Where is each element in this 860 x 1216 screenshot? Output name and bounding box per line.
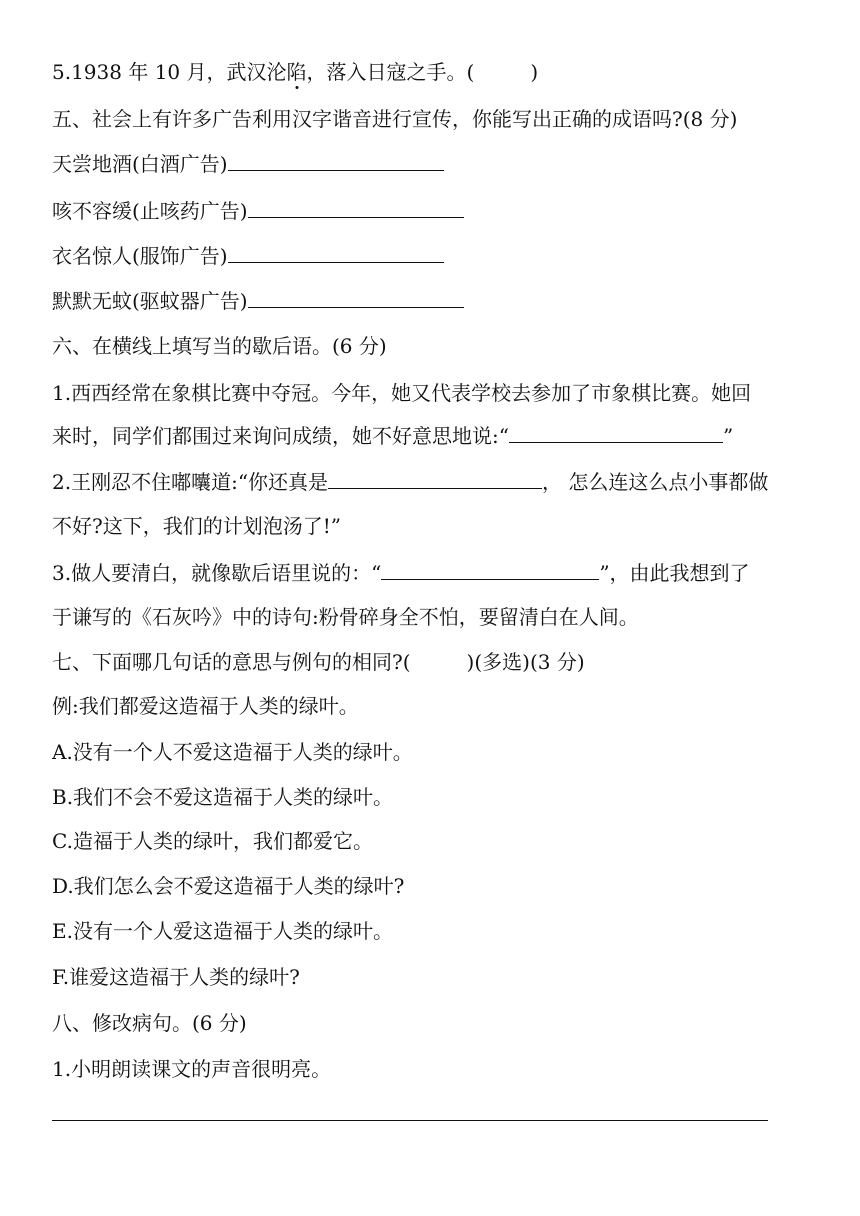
section-6-heading: 六、在横线上填写当的歇后语。(6 分): [52, 334, 387, 358]
answer-line[interactable]: [52, 1120, 768, 1121]
question-6-3-line-2: 于谦写的《石灰吟》中的诗句:粉骨碎身全不怕，要留清白在人间。: [52, 605, 639, 629]
answer-blank[interactable]: [248, 197, 464, 218]
idiom-item: [52, 242, 444, 270]
idiom-label: 默默无蚊(驱蚊器广告): [52, 289, 248, 313]
option-d: D.我们怎么会不爱这造福于人类的绿叶?: [52, 874, 405, 898]
question-5-item-5: [52, 58, 538, 86]
question-text: 3.做人要清白，就像歇后语里说的：“: [52, 561, 382, 585]
answer-blank[interactable]: [248, 287, 464, 308]
question-text: ，落入日寇之手。(: [306, 60, 475, 84]
question-text: ): [530, 60, 539, 84]
answer-blank[interactable]: [509, 422, 723, 443]
question-text: ”，由此我想到了: [599, 561, 750, 585]
idiom-label: 天尝地酒(白酒广告): [52, 152, 228, 176]
question-6-2-line-2: 不好?这下，我们的计划泡汤了!”: [52, 514, 341, 538]
idiom-label: 衣名惊人(服饰广告): [52, 244, 228, 268]
question-6-1-line-2: [52, 422, 733, 450]
heading-text: 七、下面哪几句话的意思与例句的相同?(: [52, 650, 411, 674]
idiom-item: [52, 150, 444, 178]
question-text: 5.1938 年 10 月，武汉沦: [52, 60, 287, 84]
option-a: A.没有一个人不爱这造福于人类的绿叶。: [52, 740, 413, 764]
answer-blank[interactable]: [328, 468, 542, 489]
section-7-heading: [52, 648, 585, 676]
answer-blank[interactable]: [228, 242, 444, 263]
question-text: 2.王刚忍不住嘟囔道:“你还真是: [52, 470, 329, 494]
answer-blank[interactable]: [381, 559, 599, 580]
answer-blank[interactable]: [228, 150, 444, 171]
example-sentence: 例:我们都爱这造福于人类的绿叶。: [52, 694, 359, 718]
idiom-item: [52, 197, 464, 225]
idiom-label: 咳不容缓(止咳药广告): [52, 199, 248, 223]
question-6-2-line-1: [52, 468, 768, 496]
question-text: 来时，同学们都围过来询问成绩，她不好意思地说:“: [52, 424, 509, 448]
question-6-3-line-1: [52, 559, 750, 587]
option-b: B.我们不会不爱这造福于人类的绿叶。: [52, 785, 394, 809]
question-text: ”: [722, 424, 734, 448]
idiom-item: [52, 287, 464, 315]
heading-text: )(多选)(3 分): [466, 650, 585, 674]
question-6-1-line-1: 1.西西经常在象棋比赛中夺冠。今年，她又代表学校去参加了市象棋比赛。她回: [52, 381, 752, 405]
option-e: E.没有一个人爱这造福于人类的绿叶。: [52, 919, 393, 943]
option-f: F.谁爱这造福于人类的绿叶?: [52, 965, 300, 989]
option-c: C.造福于人类的绿叶，我们都爱它。: [52, 829, 373, 853]
section-8-heading: 八、修改病句。(6 分): [52, 1011, 247, 1035]
section-5-heading: 五、社会上有许多广告利用汉字谐音进行宣传，你能写出正确的成语吗?(8 分): [52, 107, 738, 131]
question-8-1: 1.小明朗读课文的声音很明亮。: [52, 1057, 332, 1081]
emphasis-dotted-char: 陷: [286, 60, 307, 84]
question-text: ， 怎么连这么点小事都做: [542, 470, 769, 494]
